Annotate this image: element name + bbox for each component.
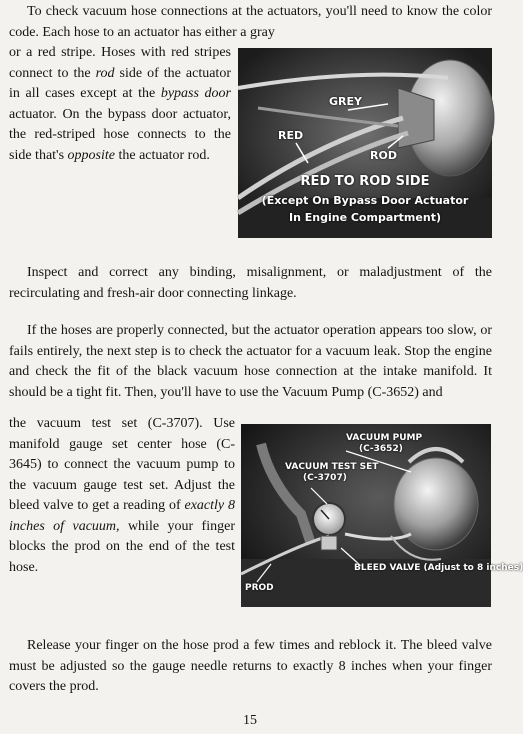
label-vacuum-test-set-code: (C-3707): [303, 473, 347, 483]
linkage-text: Inspect and correct any binding, misalignment, or maladjustment of the recirculating and fresh-air door connecting linkage.: [9, 265, 492, 301]
vacuum-leak-paragraph: [9, 321, 492, 403]
release-text: Release your finger on the hose prod a few times and reblock it. The bleed valve must be adjusted so the gauge needle returns to exactly 8 inches when your finger covers the prod.: [9, 638, 492, 694]
test-set-paragraph: [9, 414, 235, 578]
text-run: or a red stripe. Hoses with red stripes connect to the: [9, 45, 231, 81]
color-code-paragraph: [9, 43, 231, 166]
release-paragraph: [9, 636, 492, 698]
actuator-photo: [238, 48, 492, 238]
italic-run: bypass door: [160, 86, 231, 101]
actuator-illustration: [238, 48, 492, 238]
text-run: the vacuum test set (C-3707). Use manifold gauge set center hose (C-3645) to connect the vacuum pump to the vacuum gauge test set. Adjust the bleed valve to get a reading of: [9, 416, 235, 513]
vacuum-pump-photo: [241, 424, 523, 607]
vacuum-leak-text: If the hoses are properly connected, but the actuator operation appears too slow, or fails entirely, the next step is to check the actuator for a vacuum leak. Stop the engine and check the fit of the black vacuum hose connection at the intake manifold. It should be a tight fit. Then, you'll have to use the Vacuum Pump (C-3652) and: [9, 323, 492, 400]
label-prod: PROD: [245, 583, 274, 593]
linkage-paragraph: [9, 263, 492, 304]
text-run: side of the actuator in all cases except at the: [9, 65, 231, 101]
label-rod: ROD: [370, 149, 397, 162]
label-vacuum-pump: VACUUM PUMP: [346, 433, 423, 443]
page-number: 15: [243, 713, 257, 728]
label-grey: GREY: [329, 95, 362, 108]
italic-run: opposite: [67, 147, 115, 163]
caption-title: RED TO ROD SIDE: [300, 174, 430, 189]
intro-text-top: To check vacuum hose connections at the actuators, you'll need to know the color code. Each hose to an actuator has either a gray: [9, 4, 492, 40]
label-vacuum-pump-code: (C-3652): [359, 444, 403, 454]
caption-line-3: In Engine Compartment): [289, 211, 441, 224]
text-run: actuator. On the bypass door actuator, the red-striped hose connects to the side that's: [9, 106, 231, 163]
label-red: RED: [278, 129, 304, 142]
label-bleed-valve: BLEED VALVE (Adjust to 8 inches): [354, 563, 523, 573]
caption-line-2: (Except On Bypass Door Actuator: [261, 194, 469, 207]
text-run: the actuator rod.: [114, 147, 210, 163]
label-vacuum-test-set: VACUUM TEST SET: [285, 462, 379, 472]
italic-run: exactly 8 inches of vacuum,: [9, 498, 235, 534]
text-run: while your finger blocks the prod on the end of the test hose.: [9, 518, 235, 575]
intro-paragraph-top: [9, 2, 492, 43]
italic-run: rod: [95, 65, 115, 81]
